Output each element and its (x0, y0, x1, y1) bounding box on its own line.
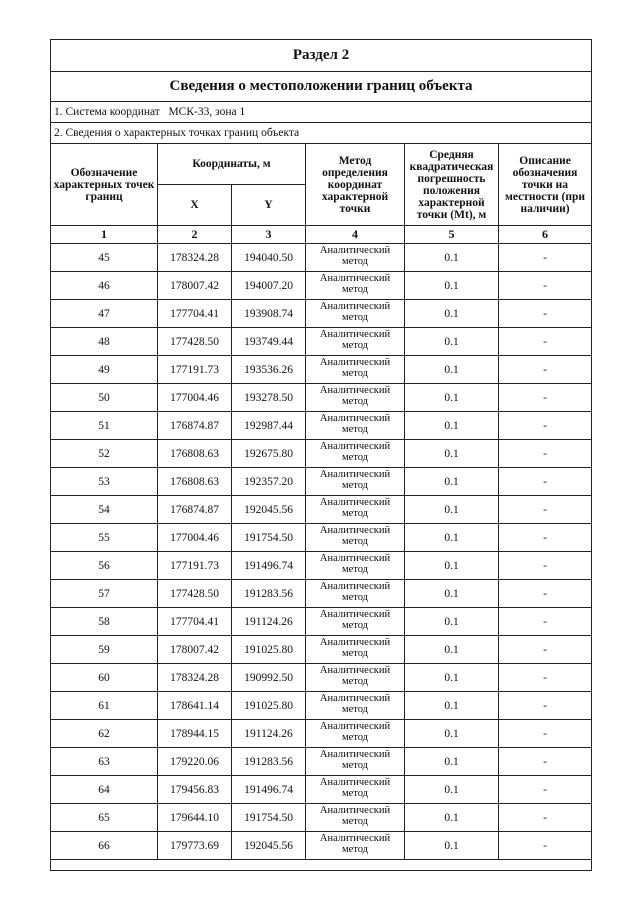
cell-method: Аналитический метод (306, 720, 405, 748)
cell-x: 178944.15 (158, 720, 232, 748)
cell-description: - (499, 580, 592, 608)
cell-x: 176874.87 (158, 412, 232, 440)
cell-method: Аналитический метод (306, 804, 405, 832)
table-row (51, 440, 592, 468)
cell-accuracy: 0.1 (405, 272, 499, 300)
cell-x: 177004.46 (158, 384, 232, 412)
cell-point-number: 65 (51, 804, 158, 832)
cell-method: Аналитический метод (306, 300, 405, 328)
cell-description: - (499, 328, 592, 356)
cell-x: 177704.41 (158, 608, 232, 636)
table-row (51, 832, 592, 860)
cell-description: - (499, 440, 592, 468)
cell-y: 191124.26 (232, 608, 306, 636)
table-row (51, 272, 592, 300)
points-info-line: 2. Сведения о характерных точках границ объекта (51, 123, 592, 144)
cell-x: 177191.73 (158, 356, 232, 384)
cell-method: Аналитический метод (306, 608, 405, 636)
cell-accuracy: 0.1 (405, 776, 499, 804)
table-row (51, 692, 592, 720)
table-row (51, 496, 592, 524)
cell-accuracy: 0.1 (405, 384, 499, 412)
column-number: 3 (232, 226, 306, 244)
cell-accuracy: 0.1 (405, 524, 499, 552)
cell-accuracy: 0.1 (405, 496, 499, 524)
cell-method: Аналитический метод (306, 524, 405, 552)
cell-x: 177704.41 (158, 300, 232, 328)
cell-point-number: 63 (51, 748, 158, 776)
cell-accuracy: 0.1 (405, 832, 499, 860)
table-row (51, 300, 592, 328)
cell-description: - (499, 720, 592, 748)
cell-method: Аналитический метод (306, 776, 405, 804)
cell-description: - (499, 804, 592, 832)
column-number: 1 (51, 226, 158, 244)
cell-method: Аналитический метод (306, 552, 405, 580)
header-x: X (158, 185, 232, 226)
cell-point-number: 50 (51, 384, 158, 412)
cell-point-number: 49 (51, 356, 158, 384)
cell-accuracy: 0.1 (405, 412, 499, 440)
cell-description: - (499, 356, 592, 384)
cell-accuracy: 0.1 (405, 300, 499, 328)
cell-y: 191754.50 (232, 804, 306, 832)
cell-x: 178007.42 (158, 636, 232, 664)
cell-description: - (499, 832, 592, 860)
cell-accuracy: 0.1 (405, 664, 499, 692)
cell-point-number: 64 (51, 776, 158, 804)
cell-method: Аналитический метод (306, 748, 405, 776)
cell-accuracy: 0.1 (405, 468, 499, 496)
header-point-designation: Обозначение характерных точек границ (51, 144, 158, 226)
cell-accuracy: 0.1 (405, 608, 499, 636)
cell-x: 177191.73 (158, 552, 232, 580)
document-sheet (50, 39, 591, 871)
cell-point-number: 52 (51, 440, 158, 468)
table-row (51, 384, 592, 412)
table-bottom-row (51, 860, 592, 871)
cell-point-number: 45 (51, 244, 158, 272)
cell-description: - (499, 468, 592, 496)
cell-description: - (499, 608, 592, 636)
cell-description: - (499, 412, 592, 440)
cell-description: - (499, 496, 592, 524)
cell-point-number: 46 (51, 272, 158, 300)
cell-x: 179220.06 (158, 748, 232, 776)
table-bottom-cell (51, 860, 592, 871)
coord-system-line: 1. Система координат МСК-33, зона 1 (51, 102, 592, 123)
table-row (51, 804, 592, 832)
cell-description: - (499, 524, 592, 552)
cell-x: 178324.28 (158, 664, 232, 692)
cell-description: - (499, 664, 592, 692)
cell-y: 192987.44 (232, 412, 306, 440)
cell-method: Аналитический метод (306, 692, 405, 720)
table-row (51, 636, 592, 664)
table-row (51, 748, 592, 776)
cell-point-number: 58 (51, 608, 158, 636)
table-row (51, 776, 592, 804)
cell-description: - (499, 244, 592, 272)
cell-x: 179773.69 (158, 832, 232, 860)
cell-y: 191283.56 (232, 580, 306, 608)
cell-y: 194007.20 (232, 272, 306, 300)
cell-point-number: 59 (51, 636, 158, 664)
cell-y: 193536.26 (232, 356, 306, 384)
cell-point-number: 48 (51, 328, 158, 356)
cell-description: - (499, 692, 592, 720)
table-row (51, 328, 592, 356)
cell-y: 192045.56 (232, 832, 306, 860)
cell-point-number: 51 (51, 412, 158, 440)
cell-point-number: 62 (51, 720, 158, 748)
cell-method: Аналитический метод (306, 328, 405, 356)
cell-method: Аналитический метод (306, 832, 405, 860)
cell-accuracy: 0.1 (405, 440, 499, 468)
cell-method: Аналитический метод (306, 384, 405, 412)
cell-y: 192357.20 (232, 468, 306, 496)
cell-method: Аналитический метод (306, 356, 405, 384)
table-row (51, 524, 592, 552)
cell-method: Аналитический метод (306, 664, 405, 692)
cell-y: 190992.50 (232, 664, 306, 692)
cell-y: 191025.80 (232, 692, 306, 720)
cell-accuracy: 0.1 (405, 804, 499, 832)
cell-x: 179456.83 (158, 776, 232, 804)
header-method: Метод определения координат характерной точки (306, 144, 405, 226)
cell-y: 193908.74 (232, 300, 306, 328)
cell-description: - (499, 300, 592, 328)
cell-y: 194040.50 (232, 244, 306, 272)
cell-point-number: 61 (51, 692, 158, 720)
cell-point-number: 60 (51, 664, 158, 692)
cell-method: Аналитический метод (306, 440, 405, 468)
column-number: 2 (158, 226, 232, 244)
cell-accuracy: 0.1 (405, 720, 499, 748)
table-row (51, 552, 592, 580)
cell-description: - (499, 636, 592, 664)
cell-x: 176808.63 (158, 440, 232, 468)
cell-point-number: 47 (51, 300, 158, 328)
cell-method: Аналитический метод (306, 580, 405, 608)
cell-method: Аналитический метод (306, 636, 405, 664)
table-row (51, 664, 592, 692)
cell-method: Аналитический метод (306, 468, 405, 496)
table-row (51, 608, 592, 636)
cell-x: 177428.50 (158, 328, 232, 356)
cell-point-number: 54 (51, 496, 158, 524)
cell-x: 178641.14 (158, 692, 232, 720)
cell-y: 191496.74 (232, 776, 306, 804)
cell-point-number: 66 (51, 832, 158, 860)
section-subtitle: Сведения о местоположении границ объекта (51, 72, 592, 102)
cell-description: - (499, 384, 592, 412)
cell-point-number: 56 (51, 552, 158, 580)
cell-y: 191283.56 (232, 748, 306, 776)
cell-y: 192675.80 (232, 440, 306, 468)
table-row (51, 580, 592, 608)
column-number: 5 (405, 226, 499, 244)
cell-method: Аналитический метод (306, 412, 405, 440)
cell-y: 191025.80 (232, 636, 306, 664)
cell-accuracy: 0.1 (405, 748, 499, 776)
cell-x: 178324.28 (158, 244, 232, 272)
cell-method: Аналитический метод (306, 496, 405, 524)
cell-description: - (499, 552, 592, 580)
cell-x: 178007.42 (158, 272, 232, 300)
cell-y: 193749.44 (232, 328, 306, 356)
header-coordinates: Координаты, м (158, 144, 306, 185)
cell-y: 191496.74 (232, 552, 306, 580)
cell-accuracy: 0.1 (405, 328, 499, 356)
cell-x: 177004.46 (158, 524, 232, 552)
cell-description: - (499, 272, 592, 300)
cell-y: 191124.26 (232, 720, 306, 748)
header-y: Y (232, 185, 306, 226)
cell-accuracy: 0.1 (405, 692, 499, 720)
cell-description: - (499, 776, 592, 804)
cell-method: Аналитический метод (306, 244, 405, 272)
cell-point-number: 57 (51, 580, 158, 608)
cell-accuracy: 0.1 (405, 636, 499, 664)
table-row (51, 412, 592, 440)
boundary-points-table (50, 39, 592, 871)
header-description: Описание обозначения точки на местности (при наличии) (499, 144, 592, 226)
cell-y: 192045.56 (232, 496, 306, 524)
section-title: Раздел 2 (51, 40, 592, 72)
cell-point-number: 53 (51, 468, 158, 496)
header-accuracy: Средняя квадратическая погрешность положения характерной точки (Mt), м (405, 144, 499, 226)
cell-y: 191754.50 (232, 524, 306, 552)
table-row (51, 244, 592, 272)
cell-x: 177428.50 (158, 580, 232, 608)
cell-x: 176808.63 (158, 468, 232, 496)
cell-x: 176874.87 (158, 496, 232, 524)
cell-description: - (499, 748, 592, 776)
table-row (51, 468, 592, 496)
cell-accuracy: 0.1 (405, 356, 499, 384)
cell-x: 179644.10 (158, 804, 232, 832)
table-row (51, 356, 592, 384)
cell-accuracy: 0.1 (405, 580, 499, 608)
cell-point-number: 55 (51, 524, 158, 552)
column-number: 6 (499, 226, 592, 244)
cell-accuracy: 0.1 (405, 244, 499, 272)
column-number: 4 (306, 226, 405, 244)
cell-accuracy: 0.1 (405, 552, 499, 580)
cell-method: Аналитический метод (306, 272, 405, 300)
cell-y: 193278.50 (232, 384, 306, 412)
table-row (51, 720, 592, 748)
